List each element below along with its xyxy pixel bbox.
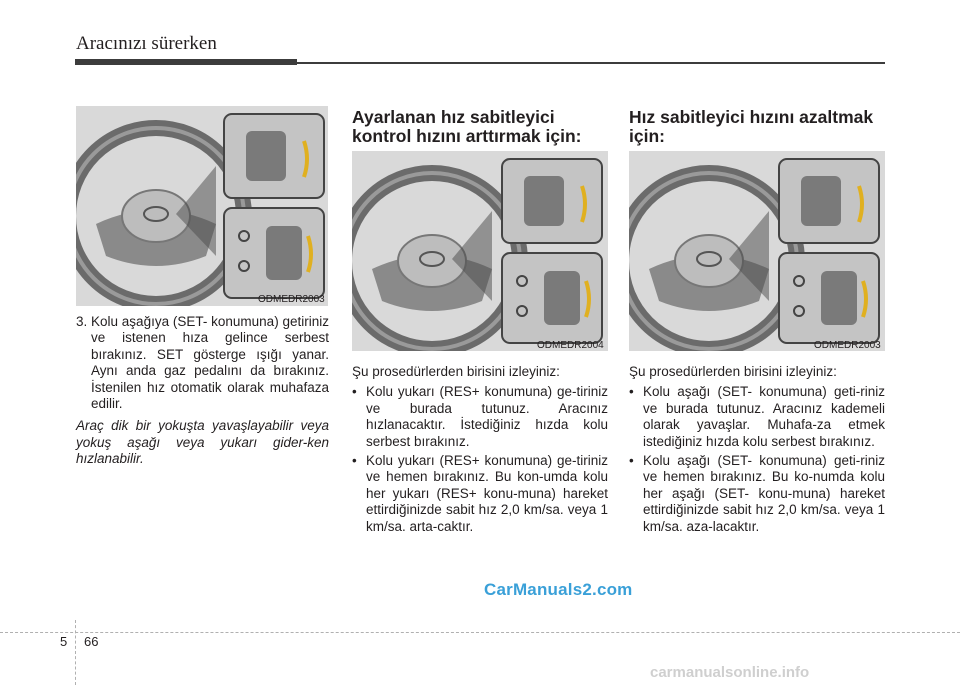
- list-item: [629, 453, 885, 535]
- italic-note: Araç dik bir yokuşta yavaşlayabilir veya yokuş aşağı veya yukarı gider-ken hızlanabilir.: [76, 418, 329, 467]
- section-number: 5: [60, 634, 68, 649]
- numbered-step: [76, 314, 329, 412]
- column-3-text: [629, 364, 885, 538]
- list-item: [629, 384, 885, 450]
- header-rule-thin: [297, 62, 885, 64]
- bullet: •: [352, 384, 357, 400]
- column-2-text: [352, 364, 608, 538]
- list-item-text: Kolu yukarı (RES+ konumuna) ge-tiriniz ve burada tutunuz. Aracınız hızlanacaktır. İstediğiniz hızda kolu serbest bırakınız.: [366, 384, 608, 449]
- list-item-text: Kolu aşağı (SET- konumuna) geti-riniz ve burada tutunuz. Aracınız kademeli olarak yavaşlar. Muhafa-za etmek istediğiniz hızda kolu serbest bırakınız.: [643, 384, 885, 449]
- figure-caption-2: ODMEDR2004: [537, 340, 604, 351]
- steering-wheel-illustration: [76, 106, 328, 306]
- steering-wheel-figure-2: [352, 151, 608, 351]
- list-item-text: Kolu aşağı (SET- konumuna) geti-riniz ve hemen bırakınız. Bu ko-numda kolu her aşağı (SET- konu-muna) hareket ettirdiğinizde sabit hız 2,0 km/sa. veya 1 km/sa. aza-lacaktır.: [643, 453, 885, 534]
- steering-wheel-figure-3: [629, 151, 885, 351]
- watermark-link[interactable]: CarManuals2.com: [484, 580, 633, 599]
- steering-wheel-illustration: [629, 151, 885, 351]
- footer-site-watermark: carmanualsonline.info: [650, 664, 810, 681]
- list-item-text: Kolu yukarı (RES+ konumuna) ge-tiriniz ve hemen bırakınız. Bu kon-umda kolu her yukarı (RES+ konu-muna) hareket ettirdiğinizde sabit hız 2,0 km/sa. veya 1 km/sa. arta-caktır.: [366, 453, 608, 534]
- page-number: 66: [84, 634, 99, 649]
- steering-wheel-figure-1: [76, 106, 328, 306]
- bullet: •: [352, 453, 357, 469]
- bullet: •: [629, 384, 634, 400]
- step-number: 3.: [76, 314, 88, 329]
- column-1-text: [76, 314, 329, 468]
- list-item: [352, 453, 608, 535]
- footer-rule: [0, 632, 960, 633]
- steering-wheel-illustration: [352, 151, 608, 351]
- intro-text: Şu prosedürlerden birisini izleyiniz:: [352, 364, 560, 379]
- header-rule-thick: [75, 59, 297, 65]
- step-text: Kolu aşağıya (SET- konumuna) getiriniz ve istenen hıza gelince serbest bırakınız. SET gösterge ışığı yanar. Aynı anda gaz pedalını da bırakınız. İstenilen hız otomatik olarak muhafaza edilir.: [91, 314, 329, 412]
- bullet: •: [629, 453, 634, 469]
- heading-decrease-speed: Hız sabitleyici hızını azaltmak için:: [629, 107, 874, 146]
- footer-divider: [75, 620, 76, 685]
- header-title: Aracınızı sürerken: [76, 33, 217, 54]
- list-item: [352, 384, 608, 450]
- figure-caption-3: ODMEDR2003: [814, 340, 881, 351]
- figure-caption-1: ODMEDR2003: [258, 294, 325, 305]
- intro-text: Şu prosedürlerden birisini izleyiniz:: [629, 364, 837, 379]
- heading-increase-speed: Ayarlanan hız sabitleyici kontrol hızını arttırmak için:: [352, 107, 582, 146]
